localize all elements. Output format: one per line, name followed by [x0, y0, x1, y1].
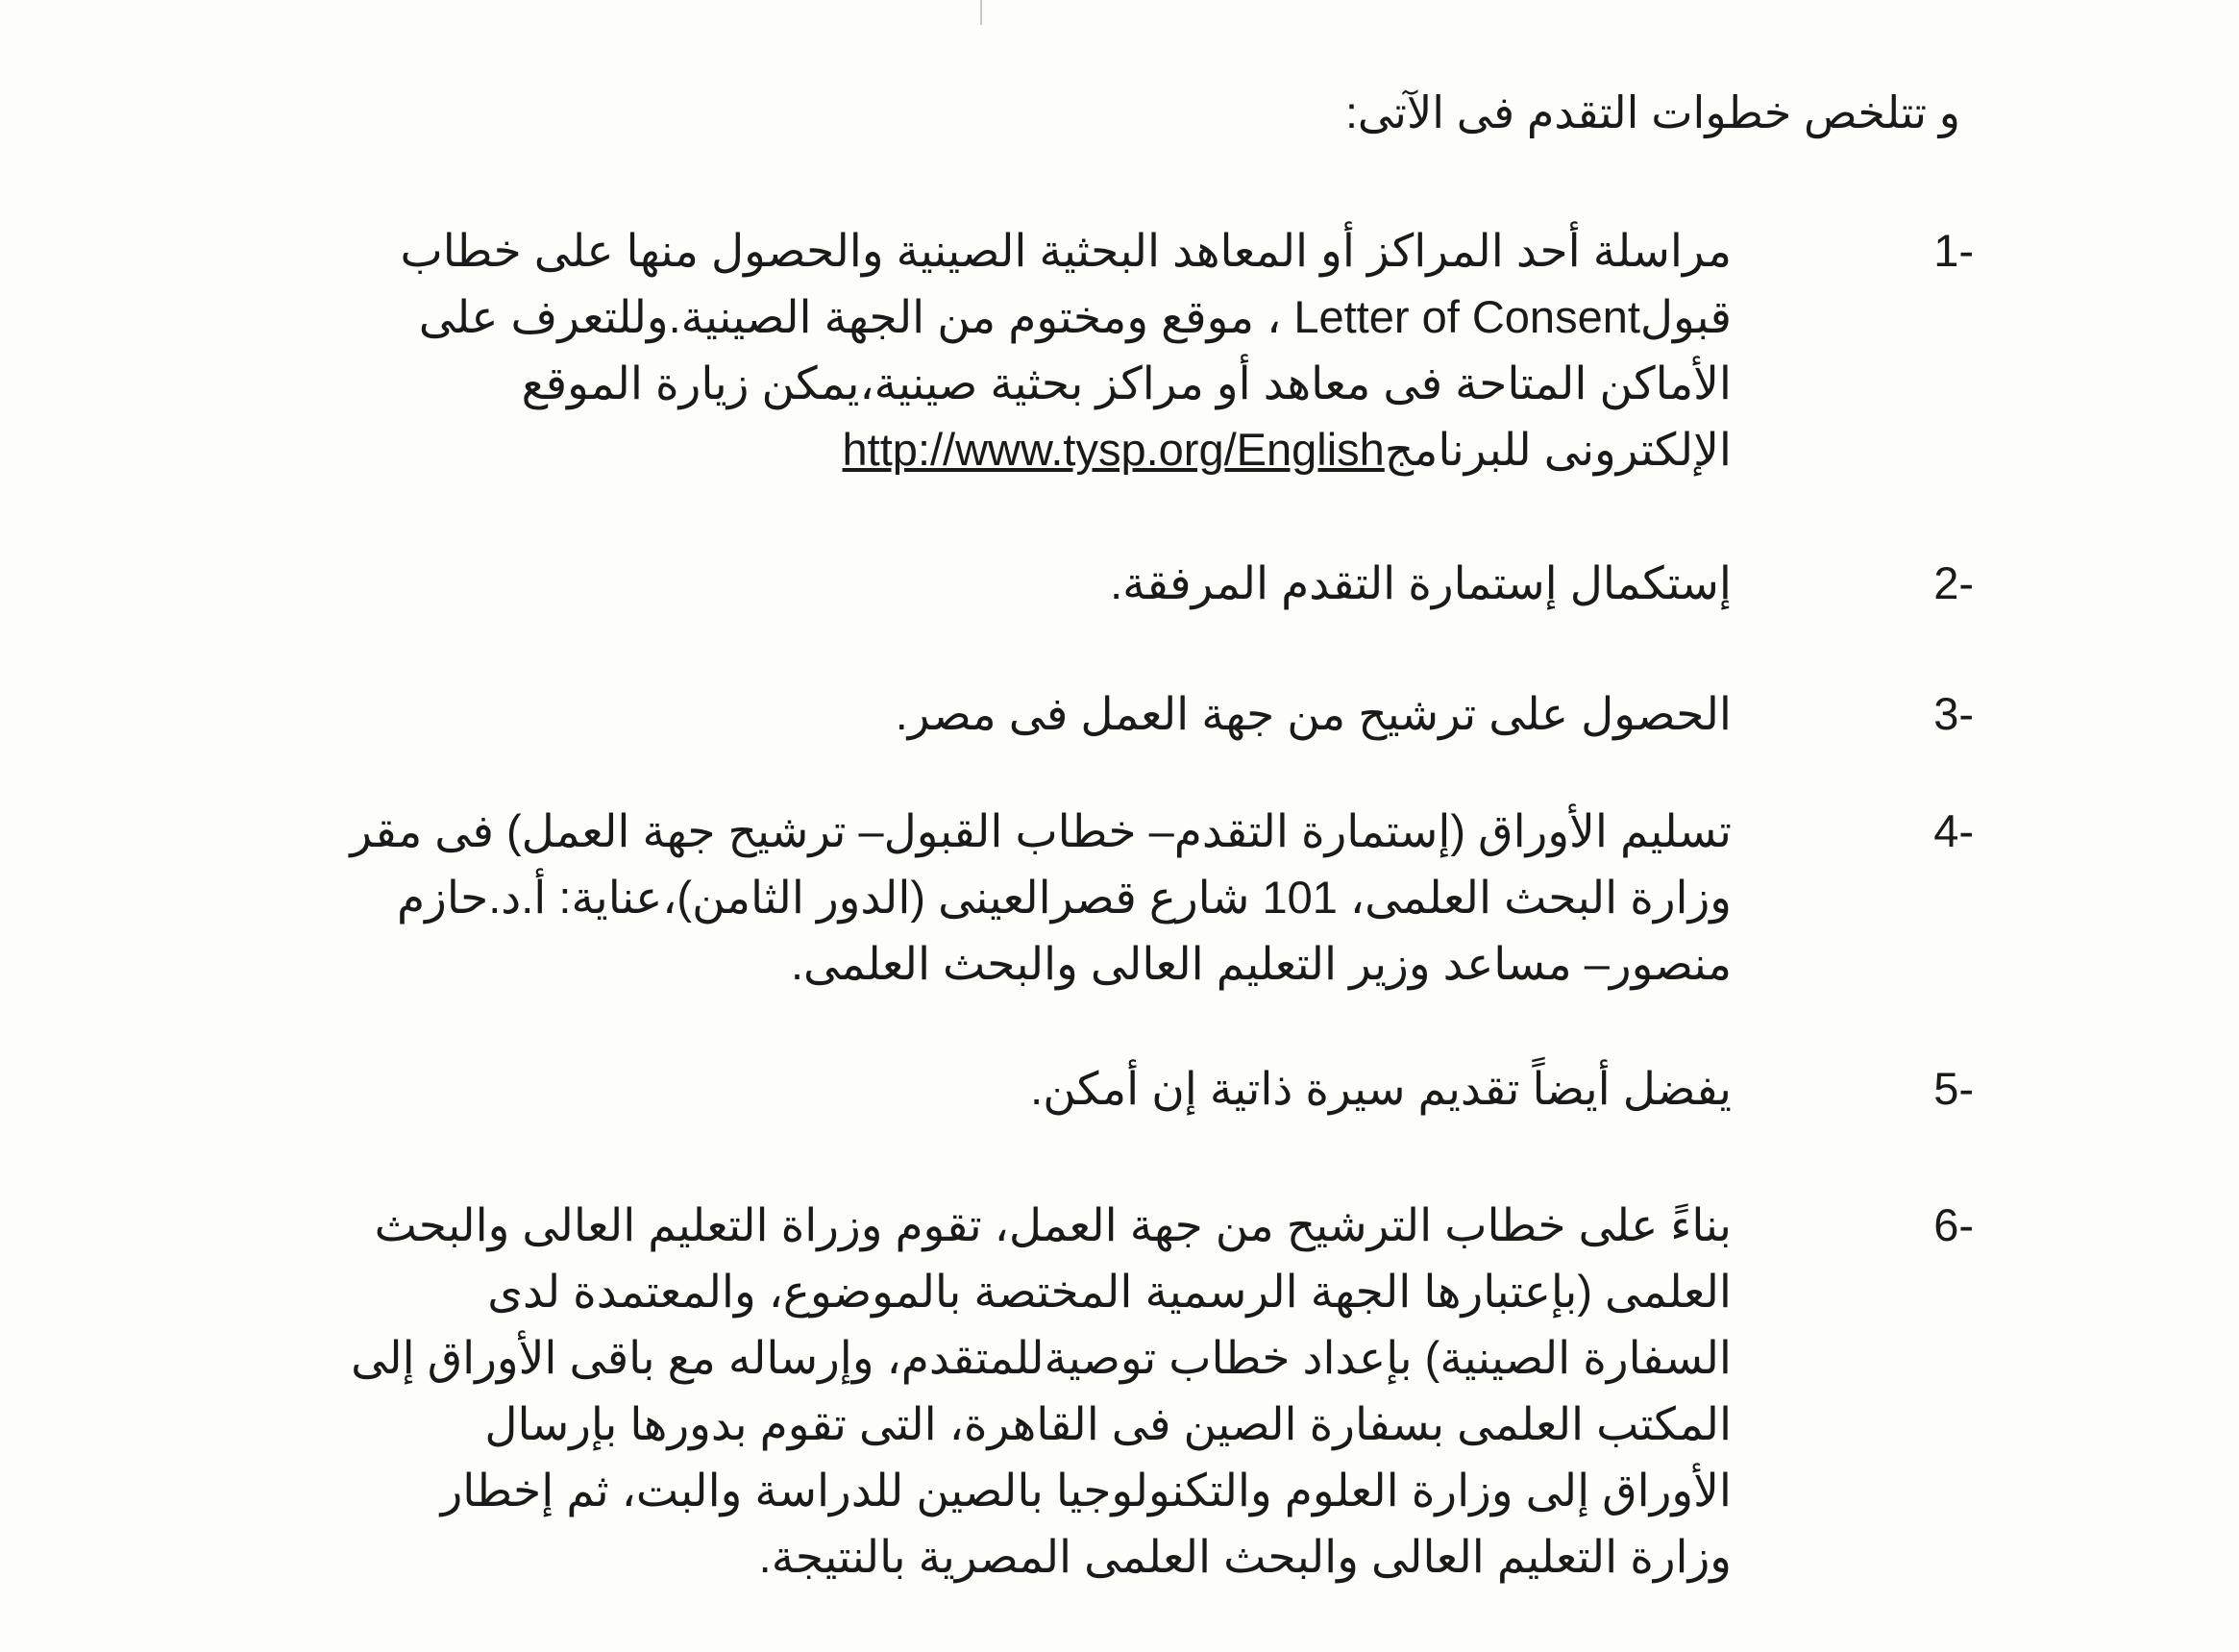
step-text: تسليم الأوراق (إستمارة التقدم– خطاب القبول– ترشيح جهة العمل) فى مقر وزارة البحث العلمى، 101 شارع قصرالعينى (الدور الثامن)،عناية: أ.د.حازم منصور– مساعد وزير التعليم العالى والبحث العلمى. [350, 805, 1732, 989]
letter-of-consent-term: Letter of Consent [1293, 291, 1640, 342]
step-number: 1- [1933, 225, 1974, 276]
step-number: 2- [1933, 557, 1974, 608]
step-text: الحصول على ترشيح من جهة العمل فى مصر. [895, 688, 1732, 739]
step-3 [348, 680, 1974, 747]
step-text: إستكمال إستمارة التقدم المرفقة. [1110, 557, 1732, 608]
step-6 [348, 1192, 1974, 1590]
step-text-part: مراسلة أحد المراكز أو المعاهد البحثية الصينية والحصول منها على خطاب قبول [400, 225, 1732, 342]
top-edge-mark [980, 0, 982, 25]
intro-heading: و تتلخص خطوات التقدم فى الآتى: [1345, 87, 1960, 137]
step-text [348, 217, 1732, 482]
step-text: يفضل أيضاً تقديم سيرة ذاتية إن أمكن. [1030, 1063, 1732, 1114]
step-number: 5- [1933, 1063, 1974, 1114]
step-number: 4- [1933, 805, 1974, 856]
step-1 [348, 217, 1974, 482]
step-5 [348, 1055, 1974, 1122]
step-number: 6- [1933, 1199, 1974, 1250]
step-number: 3- [1933, 688, 1974, 739]
step-text: بناءً على خطاب الترشيح من جهة العمل، تقوم وزراة التعليم العالى والبحث العلمى (بإعتبارها الجهة الرسمية المختصة بالموضوع، والمعتمدة لدى السفارة الصينية) بإعداد خطاب توصيةللمتقدم، وإرساله مع باقى الأوراق إلى المكتب العلمى بسفارة الصين فى القاهرة، التى تقوم بدورها بإرسال الأوراق إلى وزارة العلوم والتكنولوجيا بالصين للدراسة والبت، ثم إخطار وزارة التعليم العالى والبحث العلمى المصرية بالنتيجة. [351, 1199, 1732, 1582]
step-4 [348, 798, 1974, 997]
step-2 [348, 550, 1974, 616]
step-text-part: ، موقع ومختوم من الجهة الصينية.وللتعرف على الأماكن المتاحة فى معاهد أو مراكز بحثية صينية،يمكن زيارة الموقع الإلكترونى للبرنامج [418, 291, 1732, 475]
program-website-link[interactable]: http://www.tysp.org/English [842, 424, 1385, 475]
